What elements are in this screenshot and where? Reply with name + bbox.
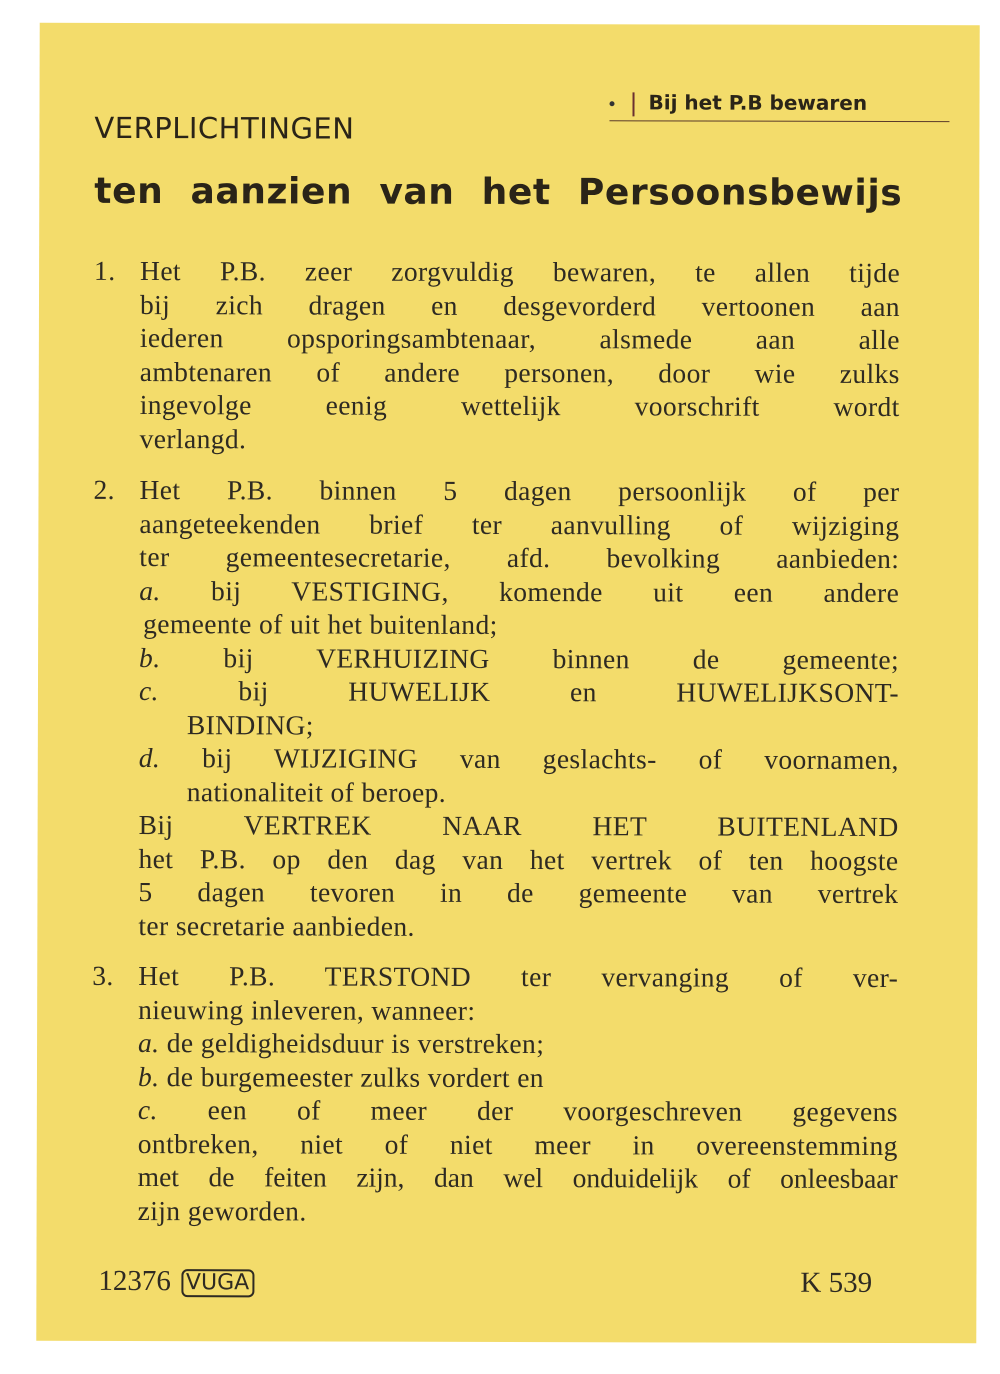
item-number: 1. [94,254,116,286]
item-number: 2. [93,473,115,505]
item-number: 3. [92,959,114,991]
line [139,641,899,676]
letter: b. [139,641,161,673]
line: verlangd. [139,422,247,454]
line-text: bij WIJZIGING van geslachts- of voornamen, [202,742,899,776]
line [139,674,899,709]
line: gemeente of uit het buitenland; [143,608,498,640]
letter: d. [138,742,161,774]
document-card [36,23,979,1343]
bar-mark [632,92,634,116]
line-text: bij VERHUIZING binnen de gemeente; [223,641,900,675]
line: ter secretarie aanbieden. [138,909,415,942]
letter: c. [138,675,159,707]
line: nationaliteit of beroep. [186,775,447,808]
letter: b. [137,1060,160,1092]
obligation-1 [94,254,901,457]
line: 5 dagen tevoren in de gemeente van vertrek [138,876,899,910]
letter: a. [138,1027,160,1059]
letter: a. [139,574,161,606]
line: nieuwing inleveren, wanneer: [138,993,476,1026]
subtitle: ten aanzien van het Persoonsbewijs [94,170,903,215]
line: iederen opsporingsambtenaar, alsmede aan alle [139,322,900,356]
line [138,1026,898,1061]
line: Het P.B. zeer zorgvuldig bewaren, te allen tijde [140,255,901,289]
line: zijn geworden. [137,1194,307,1226]
note-text: Bij het P.B bewaren [648,90,868,115]
letter: c. [137,1094,158,1126]
line [139,741,899,776]
line: Het P.B. TERSTOND ter vervanging of ver- [138,960,899,994]
line: ingevolge eenig wettelijk voorschrift wordt [139,389,900,423]
line: ontbreken, niet of niet meer in overeenstemming [137,1127,898,1161]
obligation-3 [92,959,899,1229]
dot-mark [610,101,615,106]
line-text: bij VESTIGING, komende uit een andere [211,574,900,608]
line: het P.B. op den dag van het vertrek of ten hoogste [138,842,899,876]
line [138,1060,898,1095]
line: ambtenaren of andere personen, door wie zulks [139,355,900,389]
form-number [98,1265,254,1298]
line: Het P.B. binnen 5 dagen persoonlijk of per [139,474,900,508]
line: met de feiten zijn, dan wel onduidelijk of onleesbaar [137,1161,898,1195]
line: bij zich dragen en desgevorderd vertoonen aan [139,288,901,322]
line [138,1093,898,1128]
line [139,574,899,609]
number: 12376 [98,1264,171,1298]
line: ter gemeentesecretarie, afd. bevolking aanbieden: [139,541,900,575]
keep-with-id-note [609,90,949,121]
line: aangeteekenden brief ter aanvulling of wijziging [139,507,900,541]
line-text: de burgemeester zulks vordert en [166,1060,545,1093]
line-text: de geldigheidsduur is verstreken; [166,1027,545,1060]
line: BINDING; [186,708,314,740]
publisher-stamp: VUGA [181,1269,254,1297]
line-text: bij HUWELIJK en HUWELIJKSONT- [238,675,900,709]
line: Bij VERTREK NAAR HET BUITENLAND [138,809,899,843]
form-code: K 539 [800,1266,873,1299]
line-text: een of meer der voorgeschreven gegevens [207,1094,898,1128]
title: VERPLICHTINGEN [94,110,355,146]
obligation-2 [92,473,899,944]
